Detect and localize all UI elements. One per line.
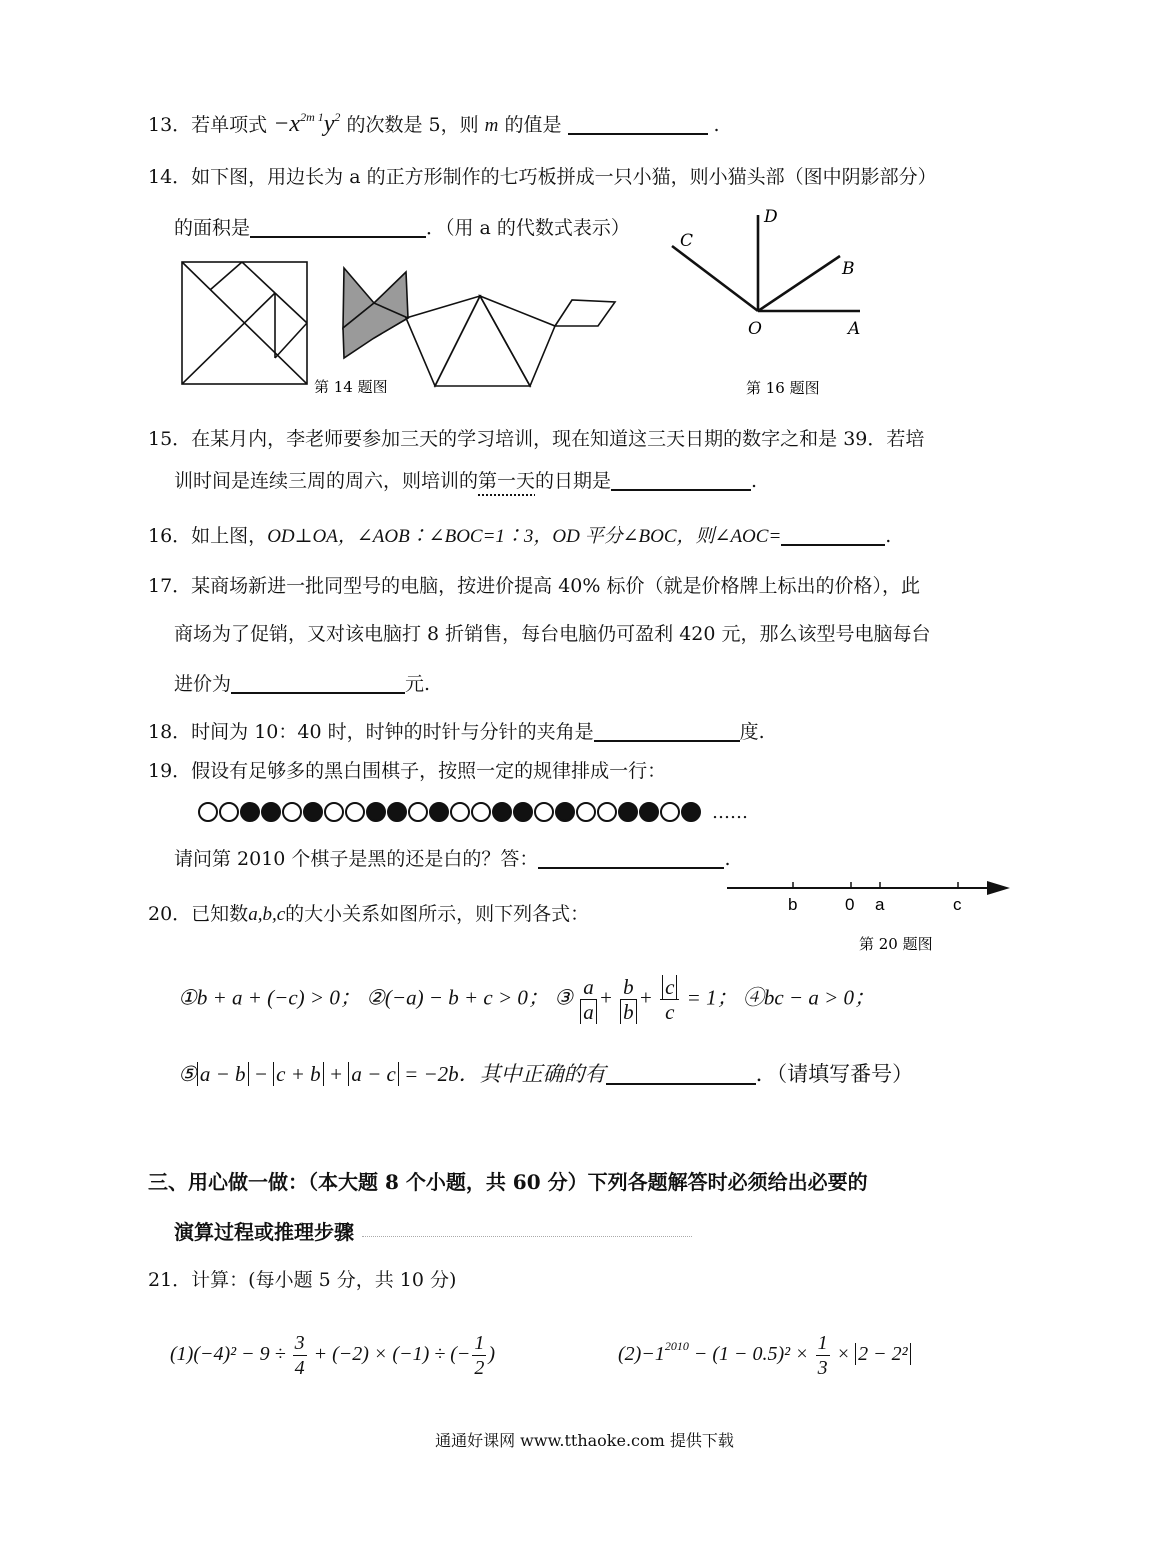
black-stone xyxy=(429,802,449,822)
svg-text:O: O xyxy=(748,319,762,339)
question-14-line2: 的面积是 ．（用 a 的代数式表示） xyxy=(174,217,630,239)
question-19-line3: 请问第 2010 个棋子是黑的还是白的？答： . xyxy=(174,848,731,870)
white-stone xyxy=(576,802,596,822)
white-stone xyxy=(219,802,239,822)
question-15-line1: 15．在某月内，李老师要参加三天的学习培训，现在知道这三天日期的数字之和是 39．若培 xyxy=(148,428,925,450)
section-3-subheading: 演算过程或推理步骤 xyxy=(174,1218,692,1246)
ellipsis: …… xyxy=(712,801,748,823)
svg-text:0: 0 xyxy=(845,895,855,914)
white-stone xyxy=(597,802,617,822)
answer-blank[interactable] xyxy=(568,113,708,135)
question-21-title: 21．计算：(每小题 5 分，共 10 分) xyxy=(148,1269,457,1291)
white-stone xyxy=(534,802,554,822)
black-stone xyxy=(366,802,386,822)
tangram-figure xyxy=(180,258,620,393)
black-stone xyxy=(492,802,512,822)
white-stone xyxy=(660,802,680,822)
question-18: 18．时间为 10：40 时，时钟的时针与分针的夹角是 度. xyxy=(148,721,765,743)
fig16-caption: 第 16 题图 xyxy=(746,379,820,397)
white-stone xyxy=(324,802,344,822)
answer-blank[interactable] xyxy=(594,720,740,742)
go-stone-row xyxy=(198,800,748,824)
answer-blank[interactable] xyxy=(611,469,751,491)
fig20-caption: 第 20 题图 xyxy=(859,935,933,953)
svg-text:A: A xyxy=(848,319,861,339)
answer-blank[interactable] xyxy=(606,1063,756,1085)
question-20: 20．已知数a,b,c的大小关系如图所示，则下列各式： xyxy=(148,903,590,925)
q21-part1: (1)(−4)² − 9 ÷ $\frac{3}{4}$ + (−2) × (−1) ÷ (− $\frac{1}{2}$ ) xyxy=(170,1331,496,1379)
svg-text:D: D xyxy=(764,207,778,227)
black-stone xyxy=(387,802,407,822)
q21-part2: $(2)-1^{2010} - (1 - 0.5)^2$ × $\frac{1}{3}$ × 2 − 2² xyxy=(618,1326,911,1382)
answer-blank[interactable] xyxy=(250,216,426,238)
black-stone xyxy=(513,802,533,822)
answer-blank[interactable] xyxy=(538,847,724,869)
angle-figure xyxy=(660,200,900,400)
black-stone xyxy=(639,802,659,822)
fig14-caption: 第 14 题图 xyxy=(314,378,388,393)
q20-formula-5: ⑤ a − b − c + b + a − c = −2b．其中正确的有 ．（请填写番号） xyxy=(178,1062,914,1086)
question-16: 16．如上图，OD⊥OA，∠AOB∶∠BOC=1∶3，OD 平分∠BOC，则∠AOC= . xyxy=(148,525,892,547)
question-15-line2: 训时间是连续三周的周六，则培训的第一天的日期是 . xyxy=(174,470,758,492)
answer-blank[interactable] xyxy=(781,524,885,546)
black-stone xyxy=(555,802,575,822)
svg-text:C: C xyxy=(680,231,694,251)
svg-text:c: c xyxy=(953,895,962,914)
white-stone xyxy=(450,802,470,822)
black-stone xyxy=(261,802,281,822)
black-stone xyxy=(618,802,638,822)
question-17-line3: 进价为 元. xyxy=(174,673,431,695)
monomial: $-x^{2m 1}y^2$ xyxy=(273,110,341,137)
question-17-line1: 17．某商场新进一批同型号的电脑，按进价提高 40% 标价（就是价格牌上标出的价格），此 xyxy=(148,575,920,597)
section-3-heading: 三、用心做一做：（本大题 8 个小题，共 60 分）下列各题解答时必须给出必要的 xyxy=(148,1170,868,1194)
q20-formulas-1: ①b + a + (−c) > 0； ②(−a) − b + c > 0； ③ $\frac{a}{a}$ + $\frac{b}{b}$ + $\frac{c}{c}$ = 1； ④bc − a > 0； xyxy=(178,975,875,1024)
question-14-line1: 14．如下图，用边长为 a 的正方形制作的七巧板拼成一只小猫，则小猫头部（图中阴影部分） xyxy=(148,166,937,188)
svg-text:a: a xyxy=(875,895,885,914)
white-stone xyxy=(408,802,428,822)
black-stone xyxy=(681,802,701,822)
number-line xyxy=(725,872,1015,957)
white-stone xyxy=(471,802,491,822)
svg-text:b: b xyxy=(788,895,798,914)
white-stone xyxy=(282,802,302,822)
white-stone xyxy=(198,802,218,822)
question-19-line1: 19．假设有足够多的黑白围棋子，按照一定的规律排成一行： xyxy=(148,760,667,782)
answer-blank[interactable] xyxy=(231,672,405,694)
footer: 通通好课网 www.tthaoke.com 提供下载 xyxy=(435,1431,734,1450)
svg-text:B: B xyxy=(842,259,855,279)
black-stone xyxy=(240,802,260,822)
question-13: 13．若单项式 $-x^{2m 1}y^2$ 的次数是 5，则 m 的值是 . xyxy=(148,110,720,137)
question-17-line2: 商场为了促销，又对该电脑打 8 折销售，每台电脑仍可盈利 420 元，那么该型号电脑每台 xyxy=(174,623,931,645)
black-stone xyxy=(303,802,323,822)
white-stone xyxy=(345,802,365,822)
